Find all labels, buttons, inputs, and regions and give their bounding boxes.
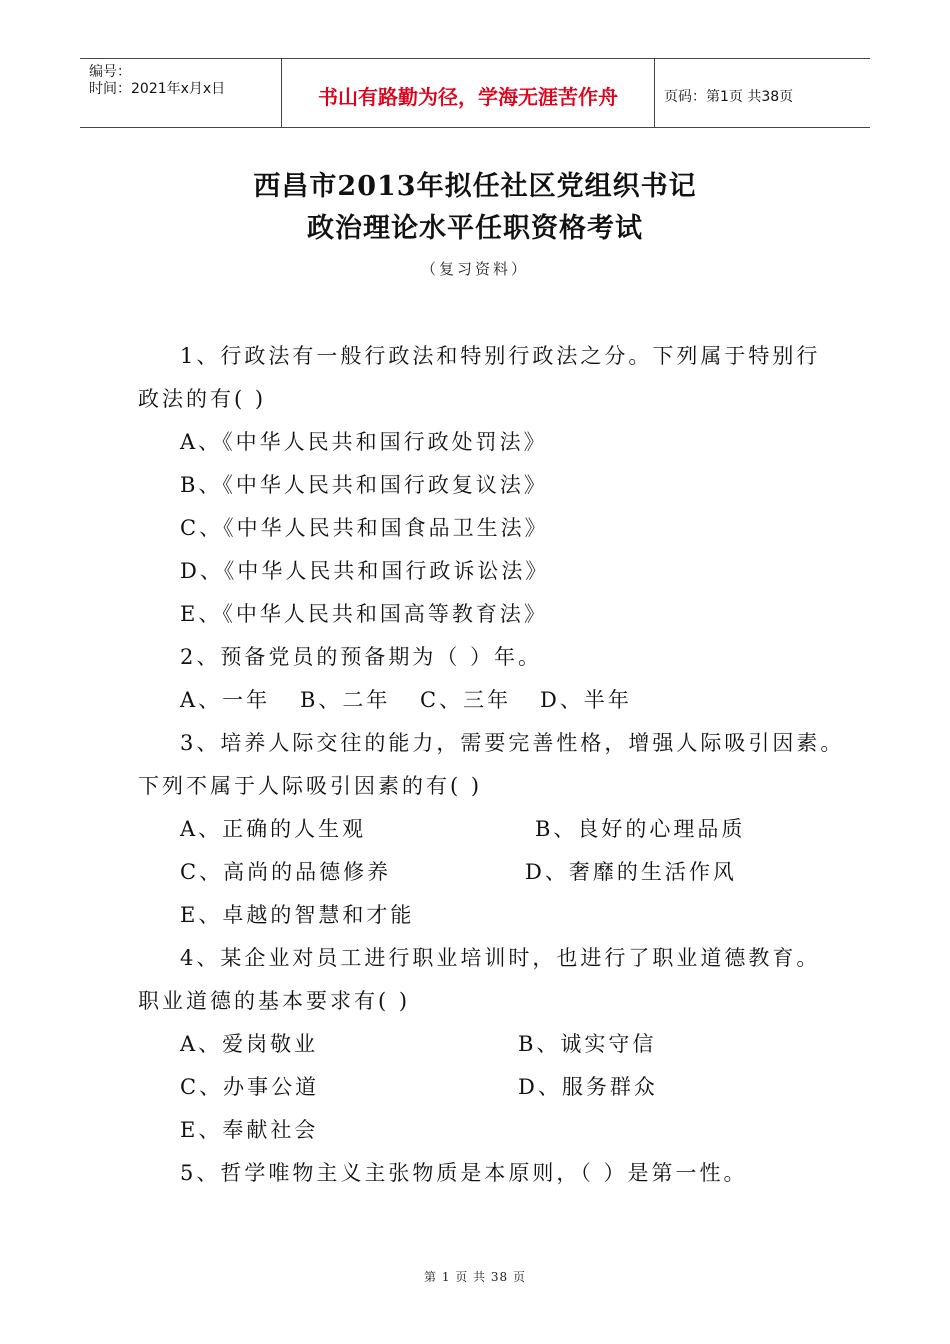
- question-3-option-b: B、良好的心理品质: [535, 817, 746, 841]
- question-5-stem: 5、哲学唯物主义主张物质是本原则，（ ）是第一性。: [180, 1161, 748, 1185]
- question-3-option-d: D、奢靡的生活作风: [525, 860, 737, 884]
- question-3-option-c: C、高尚的品德修养: [180, 860, 392, 884]
- question-4-option-b: B、诚实守信: [518, 1032, 657, 1056]
- question-2-option-a: A、一年: [180, 688, 271, 712]
- page-info: 页码：第1页 共38页: [664, 89, 794, 105]
- question-4-option-a: A、爱岗敬业: [180, 1032, 319, 1056]
- date-label: 时间：2021年x月x日: [89, 81, 226, 97]
- question-1-stem-line2: 政法的有( ): [138, 387, 267, 411]
- page-header: [80, 58, 870, 128]
- question-1-option-c: C、《中华人民共和国食品卫生法》: [180, 516, 549, 540]
- question-3-option-a: A、正确的人生观: [180, 817, 367, 841]
- page-footer: 第 1 页 共 38 页: [424, 1270, 526, 1284]
- question-3-stem-line2: 下列不属于人际吸引因素的有( ): [138, 774, 483, 798]
- header-motto-cell: [281, 59, 655, 127]
- question-2-stem: 2、预备党员的预备期为（ ）年。: [180, 645, 543, 669]
- question-3-option-e: E、卓越的智慧和才能: [180, 903, 415, 927]
- question-1-stem-line1: 1、行政法有一般行政法和特别行政法之分。下列属于特别行: [180, 344, 821, 368]
- question-2-option-b: B、二年: [300, 688, 391, 712]
- question-1-option-a: A、《中华人民共和国行政处罚法》: [180, 430, 548, 454]
- motto-text: 书山有路勤为径，学海无涯苦作舟: [318, 85, 618, 109]
- number-label: 编号：: [89, 64, 131, 80]
- question-2-option-d: D、半年: [540, 688, 632, 712]
- header-meta-cell: [80, 59, 280, 127]
- document-subtitle: （复习资料）: [420, 260, 529, 278]
- question-4-option-d: D、服务群众: [518, 1075, 658, 1099]
- question-1-option-b: B、《中华人民共和国行政复议法》: [180, 473, 548, 497]
- question-3-stem-line1: 3、培养人际交往的能力，需要完善性格，增强人际吸引因素。: [180, 731, 845, 755]
- document-title-line2: 政治理论水平任职资格考试: [307, 213, 643, 244]
- header-page-cell: [654, 59, 870, 127]
- document-title-line1: 西昌市2013年拟任社区党组织书记: [253, 171, 697, 202]
- question-1-option-e: E、《中华人民共和国高等教育法》: [180, 602, 548, 626]
- question-4-stem-line1: 4、某企业对员工进行职业培训时，也进行了职业道德教育。: [180, 946, 821, 970]
- question-4-stem-line2: 职业道德的基本要求有( ): [138, 989, 411, 1013]
- question-2-option-c: C、三年: [420, 688, 512, 712]
- question-4-option-c: C、办事公道: [180, 1075, 320, 1099]
- question-4-option-e: E、奉献社会: [180, 1118, 319, 1142]
- question-1-option-d: D、《中华人民共和国行政诉讼法》: [180, 559, 550, 583]
